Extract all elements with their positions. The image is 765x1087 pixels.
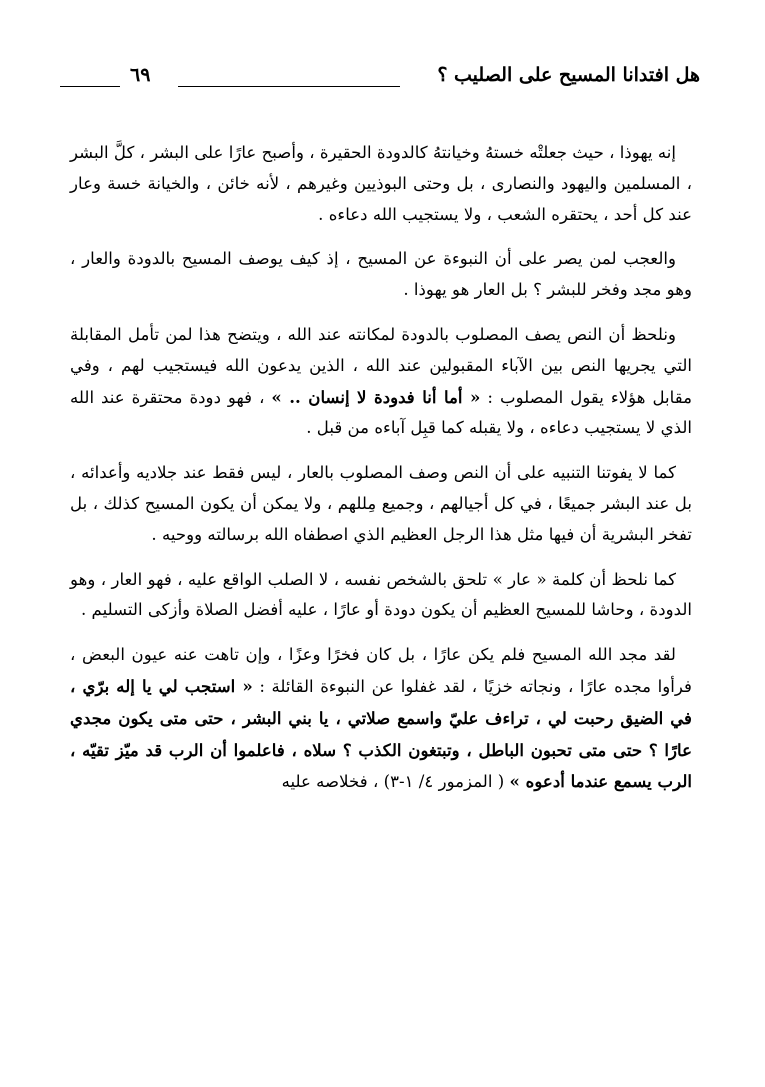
page-body [70,138,692,812]
paragraph-6 [70,640,692,798]
header-rule-short [60,86,120,87]
quotation: « استجب لي يا إله برّي ، في الضيق رحبت لي ، تراءف عليّ واسمع صلاتي ، يا بني البشر ، حتى متى يكون مجدي عارًا ؟ حتى متى تحبون الباطل ، وتبتغون الكذب ؟ سلاه ، فاعلموا أن الرب قد ميّز تقيّه ، الرب يسمع عندما أدعوه » [70,675,692,792]
paragraph-text: ونلحظ أن النص يصف المصلوب بالدودة لمكانته عند الله ، ويتضح هذا لمن تأمل المقابلة التي يجريها النص بين الآباء المقبولين عند الله ، الذين يدعون الله فيستجيب لهم ، وفي مقابل هؤلاء يقول المصلوب : [70,324,692,407]
paragraph-3 [70,320,692,444]
paragraph-text: لقد مجد الله المسيح فلم يكن عارًا ، بل كان فخرًا وعزًا ، وإن تاهت عنه عيون البعض ، فرأوا مجده عارًا ، ونجاته خزيًا ، لقد غفلوا عن النبوءة القائلة : [70,645,692,696]
paragraph-4: كما لا يفوتنا التنبيه على أن النص وصف المصلوب بالعار ، ليس فقط عند جلاديه وأعدائه ، بل عند البشر جميعًا ، في كل أجيالهم ، وجميع مِللهم ، ولا يمكن أن يكون المسيح كذلك ، بل تفخر البشرية أن فيها مثل هذا الرجل العظيم الذي اصطفاه الله برسالته ووحيه . [70,463,692,544]
paragraph-1: إنه يهوذا ، حيث جعلتْه خستهُ وخيانتهُ كالدودة الحقيرة ، وأصبح عارًا على البشر ، كلَّ البشر ، المسلمين واليهود والنصارى ، بل وحتى البوذيين وغيرهم ، لأنه خائن ، والخيانة خسة وعار عند كل أحد ، يحتقره الشعب ، ولا يستجيب الله دعاءه . [70,143,692,224]
quotation: « أما أنا فدودة لا إنسان .. » [271,386,481,407]
paragraph-5: كما نلحظ أن كلمة « عار » تلحق بالشخص نفسه ، لا الصلب الواقع عليه ، فهو العار ، وهو الدودة ، وحاشا للمسيح العظيم أن يكون دودة أو عارًا ، عليه أفضل الصلاة وأزكى التسليم . [70,569,692,620]
running-header [60,58,700,98]
paragraph-2: والعجب لمن يصر على أن النبوءة عن المسيح ، إذ كيف يوصف المسيح بالدودة والعار ، وهو مجد وفخر للبشر ؟ بل العار هو يهوذا . [70,249,692,300]
page-number: ٦٩ [130,64,151,86]
header-title: هل افتدانا المسيح على الصليب ؟ [437,64,700,86]
header-rule [178,86,400,87]
paragraph-text: ، فهو دودة محتقرة عند الله الذي لا يستجيب دعاءه ، ولا يقبله كما قبِل آباءه من قبل . [70,387,692,438]
paragraph-text: ( المزمور ٤/ ١-٣) ، فخلاصه عليه [281,772,510,792]
